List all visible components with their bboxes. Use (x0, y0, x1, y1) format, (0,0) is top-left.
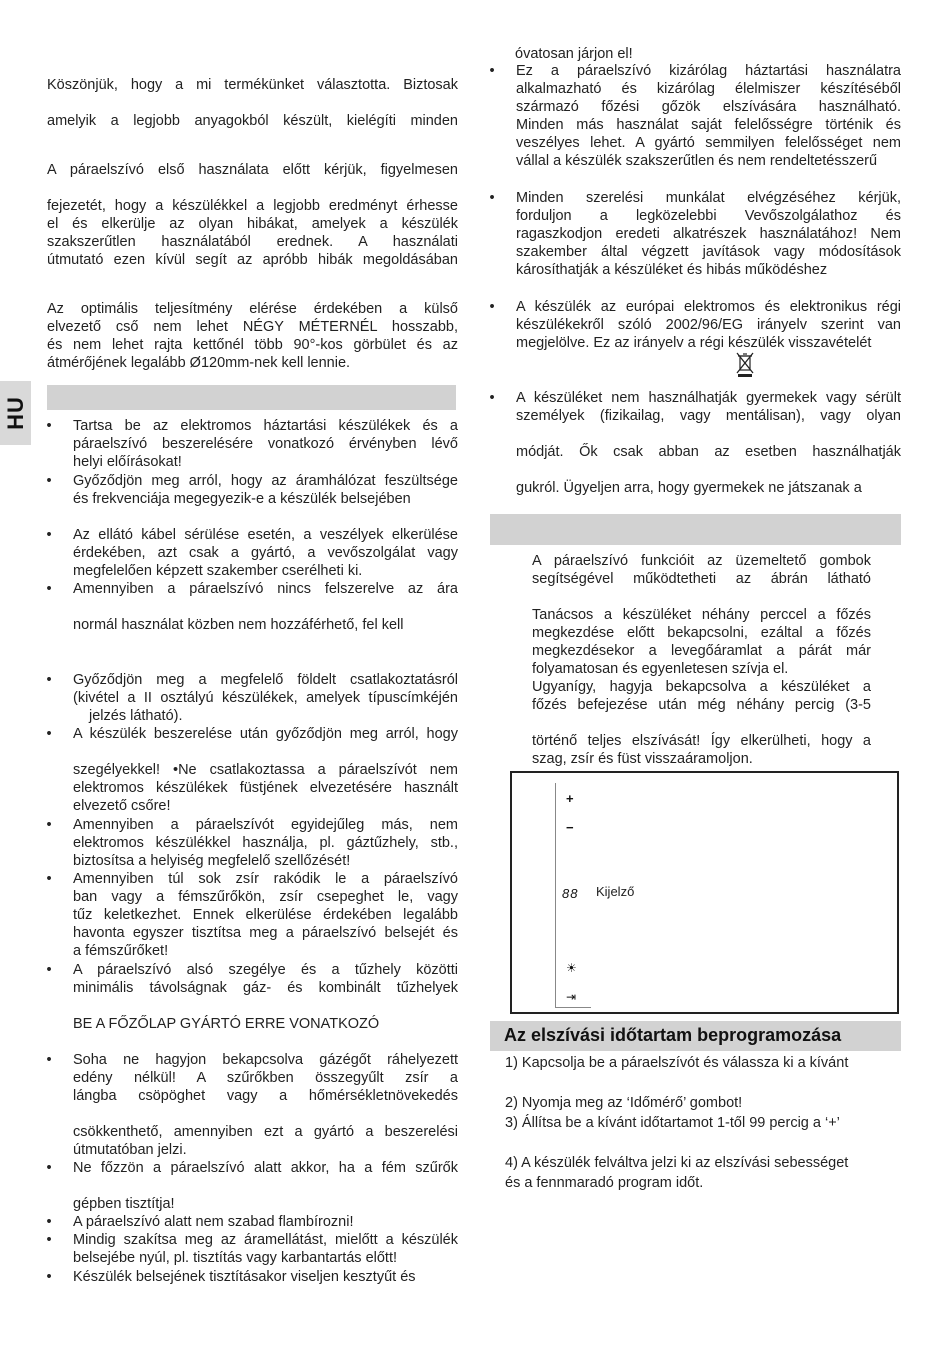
step-1: 1) Kapcsolja be a páraelszívót és válassza ki a kívánt (505, 1055, 849, 1071)
bullet-dot: • (46, 1214, 52, 1230)
bullet-text (516, 62, 901, 170)
bullet-line: ban vagy a fémszűrőkön, zsír csepeghet le, vagy (73, 889, 458, 905)
bullet-line: Amennyiben túl sok zsír rakódik le a páraelszívó (73, 871, 458, 887)
bullet-line: Győződjön meg arról, hogy az áramhálózat feszültsége (73, 473, 458, 489)
bullet-line: elektromos készülékkel használja, pl. gáztűzhely, stb., (73, 835, 458, 851)
bullet-line (516, 425, 901, 443)
bullet-dot: • (489, 190, 495, 206)
bullet-line: személyek (fizikailag, vagy mentálisan), vagy olyan (516, 408, 901, 424)
bullet-item (44, 580, 458, 634)
bullet-dot: • (46, 1232, 52, 1248)
bullet-dot: • (489, 390, 495, 406)
controls-header-bar (490, 514, 901, 545)
bullet-text (516, 189, 901, 279)
bullet-line: Ez a páraelszívó kizárólag háztartási használatra (516, 63, 901, 79)
bullet-item (487, 389, 901, 497)
bullet-text (73, 1051, 458, 1159)
bullet-line: Győződjön meg a megfelelő földelt csatlakoztatásról (73, 672, 458, 688)
bullet-line: jelzés látható). (89, 708, 183, 724)
bullet-line: és frekvenciája megegyezik-e a készülék belsejében (73, 491, 411, 507)
bullet-line: módját. Ők csak abban az esetben használhatják (516, 444, 901, 460)
bullet-dot: • (46, 1269, 52, 1285)
bullet-line: minimális távolságnak gáz- és kombinált tűzhelyek (73, 980, 458, 996)
bullet-line: érdekében, azt csak a gyártó, a vevőszolgálat vagy (73, 545, 458, 561)
bullet-line: biztosítsa a helyiség megfelelő szellőzését! (73, 853, 351, 869)
weee-bin-icon (735, 352, 755, 378)
bullet-item (487, 62, 901, 170)
bullet-line: A páraelszívó alsó szegélye és a tűzhely közötti (73, 962, 458, 978)
bullet-dot: • (46, 527, 52, 543)
bullet-line: gépben tisztítja! (73, 1196, 175, 1212)
bullet-line (73, 997, 458, 1015)
bullet-line: edény nélkül! A szűrőkben összegyűlt zsír a (73, 1070, 458, 1086)
step-gap (505, 1133, 900, 1153)
bullet-item (44, 725, 458, 815)
bullet-item (44, 1231, 458, 1267)
bullet-text (73, 417, 458, 471)
timer-section-title: Az elszívási időtartam beprogramozása (504, 1025, 842, 1045)
bullet-line: származó főzési gőzök elszívására használható. (516, 99, 901, 115)
bullet-text (73, 870, 458, 960)
bullet-text (73, 526, 458, 580)
minus-button-icon: − (566, 820, 574, 835)
bullet-line: Amennyiben a páraelszívót egyidejűleg más, nem (73, 817, 458, 833)
bullet-line: elektromos készülékek füstjének elvezetésére használt (73, 780, 458, 796)
bullet-item (44, 1051, 458, 1159)
intro-paragraph-4: fejezetét, hogy a készülékkel a legjobb eredményt érhesse el és elkerülje az olyan hibákat, amelyek a készülék szakszerűtlen használatából erednek. A használati útmutató ezen kívül segít az apróbb hibák megoldásában (47, 198, 458, 268)
bullet-line: megjelölve. Ez az irányelv a régi készülék visszavételét (516, 335, 872, 351)
bullet-item (44, 526, 458, 580)
bullet-line: A készülék beszerelése után győződjön meg arról, hogy (73, 726, 458, 742)
bullet-dot: • (46, 672, 52, 688)
bullet-line: szakember által végzett javítások vagy módosítások (516, 244, 901, 260)
continued-line: óvatosan járjon el! (515, 46, 633, 62)
step-3: 3) Állítsa be a kívánt időtartamot 1-től 99 percig a ‘+’ (505, 1115, 840, 1131)
bullet-item (487, 298, 901, 352)
display-icon: 88 (562, 886, 579, 901)
bullet-line: a fémszűrőket! (73, 943, 169, 959)
bullet-line: páraelszívó beszerelésére vonatkozó érvényben lévő (73, 436, 458, 452)
bullet-line: Amennyiben a páraelszívó nincs felszerelve az ára (73, 581, 458, 597)
step-4: 4) A készülék felváltva jelzi ki az elszívási sebességet (505, 1155, 849, 1171)
bullet-line: helyi előírásokat! (73, 454, 182, 470)
bullet-line: Ne főzzön a páraelszívó alatt akkor, ha a fém szűrők (73, 1160, 458, 1176)
bullet-dot: • (46, 473, 52, 489)
control-strip (555, 783, 591, 1008)
bullet-dot: • (46, 581, 52, 597)
bullet-item (44, 961, 458, 1033)
bullet-line: normál használat közben nem hozzáférhető, fel kell (73, 617, 404, 633)
bullet-line: Az ellátó kábel sérülése esetén, a veszélyek elkerülése (73, 527, 458, 543)
bullet-dot: • (46, 1052, 52, 1068)
bullet-line: veszélyes lehet. A gyártó semmilyen felelősséget nem (516, 135, 901, 151)
controls-paragraph-1: A páraelszívó funkcióit az üzemeltető gombok segítségével működtetheti az ábrán látható (532, 553, 871, 587)
bullet-line: A készüléket nem használhatják gyermekek vagy sérült (516, 390, 901, 406)
bullet-text (73, 1231, 458, 1267)
bullet-line: szegélyekkel! •Ne csatlakoztassa a páraelszívót nem (73, 762, 458, 778)
bullet-line (73, 743, 458, 761)
timer-steps (505, 1053, 900, 1193)
bullet-line (516, 461, 901, 479)
bullet-line (73, 1105, 458, 1123)
timer-icon: ⇥ (566, 990, 577, 1004)
bullet-dot: • (46, 817, 52, 833)
bullet-line: forduljon a legközelebbi Vevőszolgálathoz és (516, 208, 901, 224)
bullet-line: Minden szerelési munkálat elvégzéséhez kérjük, (516, 190, 901, 206)
bullet-line: alkalmazható és kizárólag élelmiszer készítéséből (516, 81, 901, 97)
section-header-bar (47, 385, 456, 410)
bullet-item (44, 870, 458, 960)
bullet-dot: • (46, 1160, 52, 1176)
bullet-item (44, 816, 458, 870)
bullet-line (73, 598, 458, 616)
bullet-dot: • (46, 871, 52, 887)
bullet-line: Soha ne hagyjon bekapcsolva gázégőt ráhelyezett (73, 1052, 458, 1068)
bullet-text (73, 472, 458, 508)
bullet-item (44, 671, 458, 725)
language-tab (0, 381, 31, 445)
bullet-line: csökkenthető, amennyiben ezt a gyártó a beszerelési (73, 1124, 458, 1140)
bullet-line: ragaszkodjon eredeti alkatrészek használatához! Nem (516, 226, 901, 242)
bullet-item (44, 472, 458, 508)
bullet-line: tűz keletkezhet. Ennek elkerülése érdekében legalább (73, 907, 458, 923)
bullet-dot: • (46, 962, 52, 978)
bullet-item (44, 1268, 458, 1286)
display-label: Kijelző (596, 884, 635, 899)
light-icon: ☀ (566, 961, 577, 975)
step-4-continued: és a fennmaradó program időt. (505, 1175, 704, 1191)
bullet-text (73, 1213, 458, 1231)
step-gap (505, 1073, 900, 1093)
intro-paragraph-3: A páraelszívó első használata előtt kérjük, figyelmesen (47, 162, 458, 178)
bullet-line (73, 1177, 458, 1195)
bullet-text (73, 1159, 458, 1213)
bullet-dot: • (46, 418, 52, 434)
bullet-line: belsejébe nyúl, pl. tisztítás vagy karbantartás előtt! (73, 1250, 398, 1266)
bullet-dot: • (46, 726, 52, 742)
bullet-text (73, 816, 458, 870)
bullet-line: BE A FŐZŐLAP GYÁRTÓ ERRE VONATKOZÓ (73, 1016, 380, 1032)
bullet-line: Minden más használat saját felelősségre történik és (516, 117, 901, 133)
bullet-dot: • (489, 63, 495, 79)
bullet-text (73, 961, 458, 1033)
bullet-dot: • (489, 299, 495, 315)
bullet-text (73, 1268, 458, 1286)
bullet-item (44, 417, 458, 471)
intro-paragraph-2: amelyik a legjobb anyagokból készült, kielégíti minden (47, 113, 458, 129)
bullet-line: károsíthatják a készüléket és hibás működéshez (516, 262, 828, 278)
bullet-line: gukról. Ügyeljen arra, hogy gyermekek ne játszanak a (516, 480, 862, 496)
bullet-line: A készülék az európai elektromos és elektronikus régi (516, 299, 901, 315)
bullet-text (73, 580, 458, 634)
step-2: 2) Nyomja meg az ‘Időmérő’ gombot! (505, 1095, 743, 1111)
bullet-item (487, 189, 901, 279)
bullet-text (516, 298, 901, 352)
bullet-line: (kivétel a II osztályú készülékek, amelyek típuscímkéjén (73, 690, 458, 706)
bullet-line: megfelelően képzett szakember cserélheti ki. (73, 563, 363, 579)
control-panel-diagram (510, 771, 899, 1014)
bullet-line: A páraelszívó alatt nem szabad flambírozni! (73, 1214, 354, 1230)
bullet-text (73, 725, 458, 815)
bullet-item (44, 1213, 458, 1231)
plus-button-icon: + (566, 791, 574, 806)
language-tab-label: HU (2, 396, 28, 430)
bullet-line: Készülék belsejének tisztításakor viseljen kesztyűt és (73, 1269, 416, 1285)
intro-paragraph-5: Az optimális teljesítmény elérése érdekében a külső elvezető cső nem lehet NÉGY MÉTERNÉL hosszabb, és nem lehet rajta kettőnél több 90°-kos görbület és az átmérőjének legalább Ø120mm-nek kell lennie. (47, 301, 458, 371)
bullet-text (73, 671, 458, 725)
bullet-line: készülékekről szóló 2002/96/EG irányelv szerint van (516, 317, 901, 333)
bullet-line: útmutatóban jelzi. (73, 1142, 187, 1158)
bullet-line: Mindig szakítsa meg az áramellátást, mielőtt a készülék (73, 1232, 458, 1248)
controls-paragraph-2: Tanácsos a készüléket néhány perccel a főzés megkezdése előtt bekapcsolni, ezáltal a főzés megkezdésekor a levegőáramlat a párát már folyamatosan és egyenletesen szívja el. Ugyanígy, hagyja bekapcsolva a készüléket a főzés befejezése után még néhány percig (3-5 történő teljes elszívását! Így elkerülheti, hogy a szag, zsír és füst visszaáramoljon. (532, 607, 871, 767)
bullet-line: Tartsa be az elektromos háztartási készülékek és a (73, 418, 458, 434)
bullet-line: elvezető csőre! (73, 798, 171, 814)
bullet-item (44, 1159, 458, 1213)
bullet-line: vállal a készülék szakszerűtlen és nem rendeltetésszerű (516, 153, 878, 169)
bullet-line: havonta egyszer tisztítsa meg a páraelszívó belsejét és (73, 925, 458, 941)
intro-paragraph-1: Köszönjük, hogy a mi termékünket választotta. Biztosak (47, 77, 458, 93)
bullet-line: lángba csöpöghet vagy a hőmérsékletnövekedés (73, 1088, 458, 1104)
bullet-text (516, 389, 901, 497)
